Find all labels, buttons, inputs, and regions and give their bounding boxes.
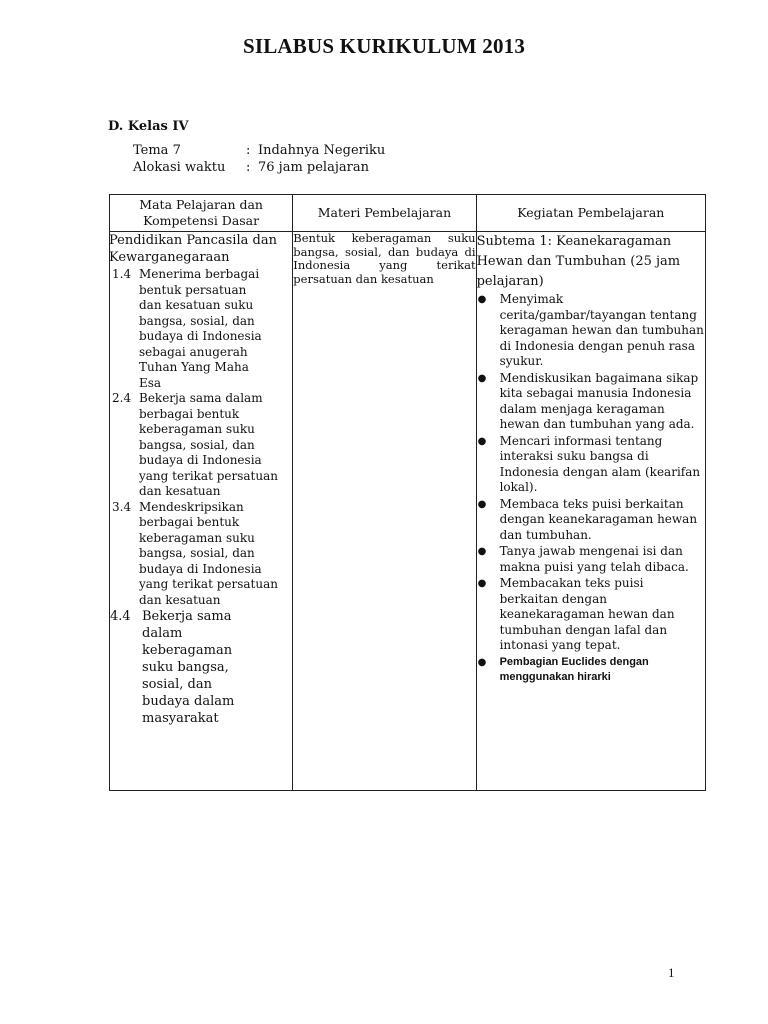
materi-cell <box>293 232 476 791</box>
section-heading: D. Kelas IV <box>108 119 189 134</box>
kd-text: Mendeskripsikan berbagai bentuk keberagaman suku bangsa, sosial, dan budaya di Indonesia yang terikat persatuan dan kesatuan <box>139 499 278 607</box>
bullet-icon: ● <box>477 578 487 589</box>
header-kompetensi: Mata Pelajaran dan Kompetensi Dasar <box>110 195 293 232</box>
info-row-alokasi <box>133 159 385 176</box>
bullet-icon: ● <box>477 435 487 447</box>
bullet-icon: ● <box>477 372 487 384</box>
info-value: 76 jam pelajaran <box>258 160 369 175</box>
kegiatan-text: Mendiskusikan bagaimana sikap kita sebagai manusia Indonesia dalam menjaga keragaman hewan dan tumbuhan yang ada. <box>499 370 699 431</box>
kegiatan-list <box>477 292 705 685</box>
list-item <box>477 434 705 496</box>
table-header-row <box>110 195 706 232</box>
subtema-heading: Subtema 1: Keanekaragaman Hewan dan Tumbuhan (25 jam pelajaran) <box>476 234 681 289</box>
info-block <box>133 142 385 176</box>
kegiatan-text: Menyimak cerita/gambar/tayangan tentang keragaman hewan dan tumbuhan di Indonesia dengan penuh rasa syukur. <box>499 292 704 368</box>
kd-number: 4.4 <box>110 609 131 624</box>
subject-name: Pendidikan Pancasila dan Kewarganegaraan <box>109 233 277 265</box>
info-row-tema <box>133 142 385 159</box>
kompetensi-cell <box>110 232 293 791</box>
info-key: Alokasi waktu <box>133 160 226 175</box>
kegiatan-text: Mencari informasi tentang interaksi suku bangsa di Indonesia dengan alam (kearifan lokal). <box>499 433 701 494</box>
list-item <box>477 497 705 544</box>
kd-item <box>110 391 292 500</box>
kegiatan-text: Tanya jawab mengenai isi dan makna puisi yang telah dibaca. <box>499 544 689 574</box>
document-title: SILABUS KURIKULUM 2013 <box>242 34 526 58</box>
info-key: Tema 7 <box>133 143 181 158</box>
bullet-icon: ● <box>477 546 487 557</box>
kd-text: Bekerja sama dalam berbagai bentuk keberagaman suku bangsa, sosial, dan budaya di Indonesia yang terikat persatuan dan kesatuan <box>139 391 278 498</box>
table-row <box>110 232 706 791</box>
list-item <box>477 576 705 654</box>
kd-text: Bekerja sama dalam keberagaman suku bangsa, sosial, dan budaya dalam masyarakat <box>142 609 235 726</box>
kd-number: 2.4 <box>112 391 132 405</box>
kd-text: Menerima berbagai bentuk persatuan dan kesatuan suku bangsa, sosial, dan budaya di Indonesia sebagai anugerah Tuhan Yang Maha Esa <box>139 267 262 390</box>
kegiatan-cell <box>476 232 705 791</box>
list-item <box>477 655 705 685</box>
kd-item <box>110 267 292 391</box>
bullet-icon: ● <box>477 498 487 510</box>
header-kegiatan: Kegiatan Pembelajaran <box>476 195 705 232</box>
materi-text: Bentuk keberagaman suku bangsa, sosial, dan budaya di Indonesia yang terikat persatuan dan kesatuan <box>293 231 476 286</box>
list-item <box>477 292 705 370</box>
info-separator: : <box>246 143 251 158</box>
list-item <box>477 544 705 575</box>
kd-number: 1.4 <box>112 267 132 281</box>
kegiatan-text: Membaca teks puisi berkaitan dengan keanekaragaman hewan dan tumbuhan. <box>499 496 698 542</box>
bullet-icon: ● <box>477 656 487 668</box>
kd-number: 3.4 <box>112 499 132 514</box>
info-separator: : <box>246 160 251 175</box>
kegiatan-text: Pembagian Euclides dengan menggunakan hirarki <box>499 655 649 683</box>
kd-item <box>110 500 292 609</box>
info-value: Indahnya Negeriku <box>258 143 386 158</box>
list-item <box>477 371 705 433</box>
page-number: 1 <box>668 965 675 980</box>
bullet-icon: ● <box>477 294 487 305</box>
kd-item <box>110 608 292 727</box>
header-materi: Materi Pembelajaran <box>293 195 476 232</box>
syllabus-table <box>109 194 706 791</box>
kegiatan-text: Membacakan teks puisi berkaitan dengan keanekaragaman hewan dan tumbuhan dengan lafal dan intonasi yang tepat. <box>499 576 675 652</box>
